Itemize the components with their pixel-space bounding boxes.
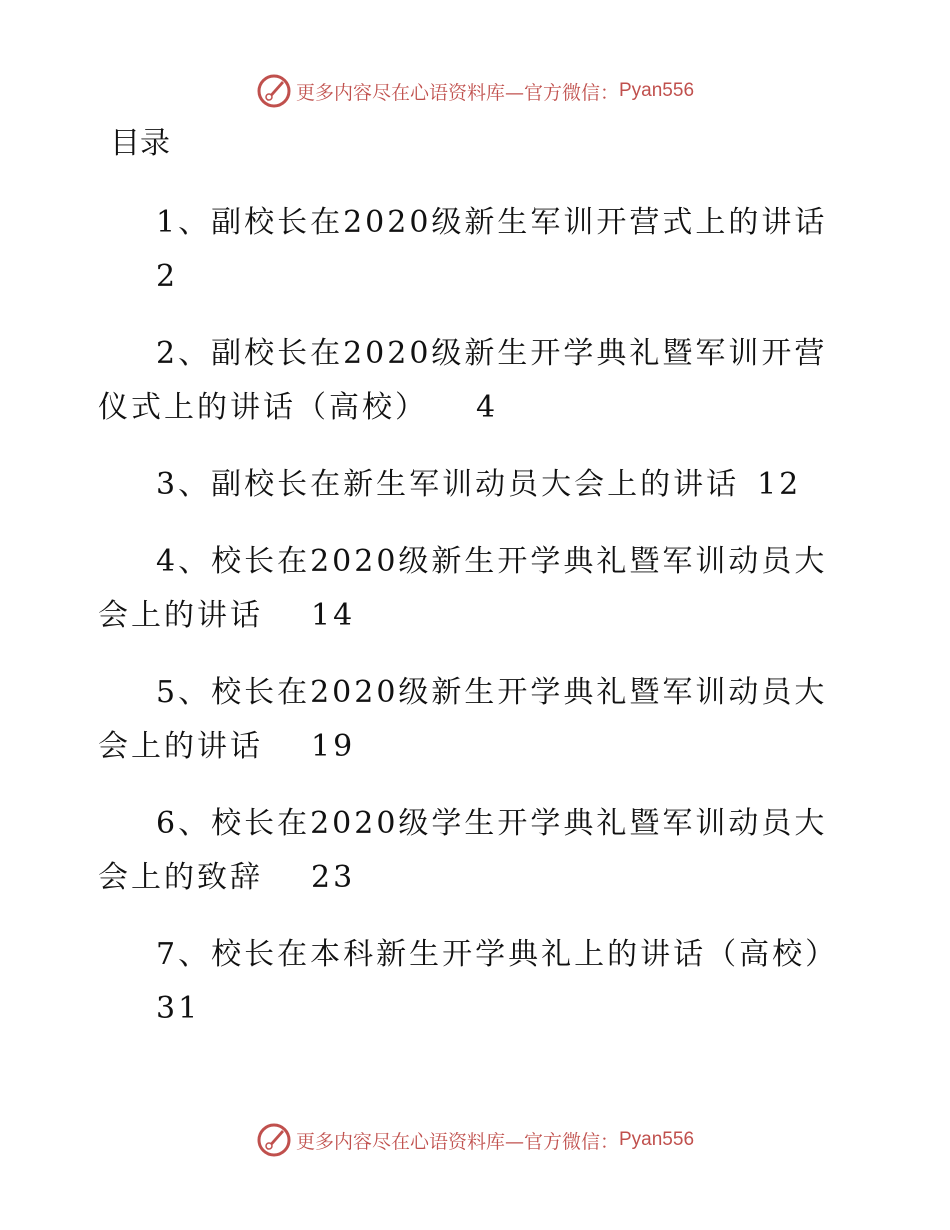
quill-logo-icon [256,73,292,109]
toc-item[interactable] [98,327,838,435]
toc-item-page: 23 [311,860,356,895]
banner-text: 更多内容尽在心语资料库—官方微信： [295,81,619,104]
toc-item-label: 5、校长在2020级新生开学典礼暨军训动员大会上的讲话 [98,675,828,764]
toc-item-label: 6、校长在2020级学生开学典礼暨军训动员大会上的致辞 [98,806,828,895]
header-banner [0,71,950,111]
toc-item-page: 19 [311,729,356,764]
footer-banner [0,1120,950,1160]
toc-item[interactable] [98,666,838,774]
toc-item-label: 4、校长在2020级新生开学典礼暨军训动员大会上的讲话 [98,544,828,633]
toc-item-page: 4 [476,390,499,425]
toc-item-page: 2 [156,259,179,294]
banner-text: 更多内容尽在心语资料库—官方微信： [295,1130,619,1153]
toc-item[interactable] [98,797,838,905]
toc-item-page: 31 [156,991,201,1026]
toc-list [98,196,838,1059]
toc-item-label: 2、副校长在2020级新生开学典礼暨军训开营仪式上的讲话（高校） [98,336,828,425]
banner-handle: Pyan556 [619,80,695,101]
toc-item[interactable] [98,535,838,643]
toc-item[interactable] [98,196,838,304]
toc-item-page: 12 [757,467,802,502]
banner-handle: Pyan556 [619,1129,695,1150]
toc-item-label: 1、副校长在2020级新生军训开营式上的讲话 [156,205,828,240]
toc-item[interactable] [98,928,838,1036]
toc-item[interactable] [98,458,838,512]
quill-logo-icon [256,1122,292,1158]
toc-item-label: 3、副校长在新生军训动员大会上的讲话 [156,467,740,502]
toc-item-label: 7、校长在本科新生开学典礼上的讲话（高校） [156,937,839,972]
toc-item-page: 14 [311,598,356,633]
toc-title: 目录 [110,126,170,161]
